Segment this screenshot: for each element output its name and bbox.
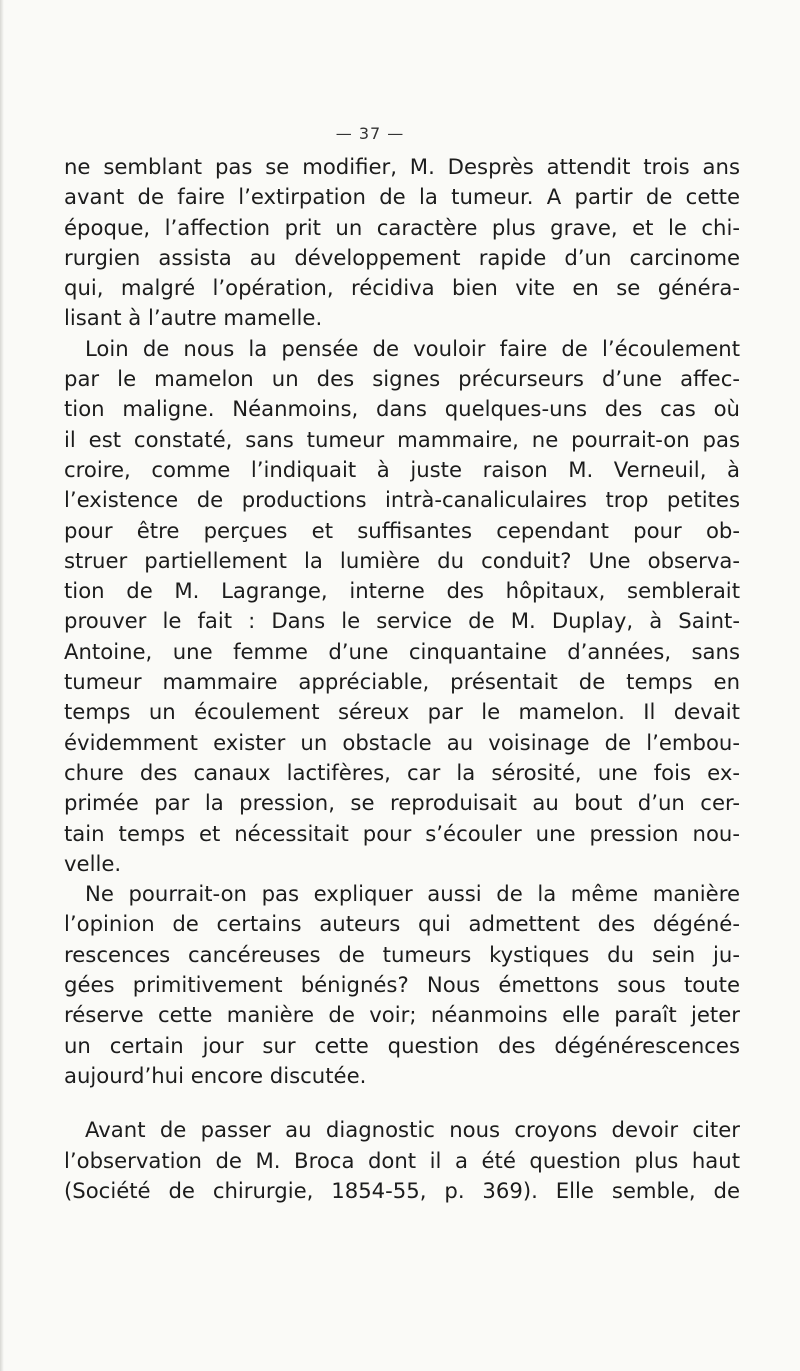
text-line: aujourd’hui encore discutée. <box>64 1062 367 1088</box>
text-line: prouver le fait : Dans le service de M. Duplay, à Saint- <box>64 608 740 634</box>
text-line: époque, l’affection prit un caractère plus grave, et le chi- <box>64 214 740 240</box>
text-line: Ne pourrait-on pas expliquer aussi de la même manière <box>85 881 740 907</box>
text-line: tain temps et nécessitait pour s’écouler une pression nou- <box>64 820 740 846</box>
text-line: primée par la pression, se reproduisait au bout d’un cer- <box>64 790 740 816</box>
paragraph <box>64 334 740 879</box>
paragraph <box>64 152 740 334</box>
text-line: struer partiellement la lumière du conduit? Une observa- <box>64 547 740 573</box>
paragraph-gap <box>64 1091 740 1115</box>
page-number: — 37 — <box>335 124 405 143</box>
text-line: tion maligne. Néanmoins, dans quelques-uns des cas où <box>64 396 740 422</box>
text-line: qui, malgré l’opération, récidiva bien vite en se généra- <box>64 275 740 301</box>
text-line: pour être perçues et suffisantes cependant pour ob- <box>64 517 740 543</box>
text-line: l’opinion de certains auteurs qui admettent des dégéné- <box>64 911 740 937</box>
text-line: l’observation de M. Broca dont il a été question plus haut <box>64 1147 740 1173</box>
text-line: rurgien assista au développement rapide d’un carcinome <box>64 244 740 270</box>
text-line: rescences cancéreuses de tumeurs kystiques du sein ju- <box>64 941 740 967</box>
text-line: évidemment exister un obstacle au voisinage de l’embou- <box>64 729 740 755</box>
body-text <box>64 152 740 1206</box>
text-line: un certain jour sur cette question des dégénérescences <box>64 1032 740 1058</box>
text-line: l’existence de productions intrà-canaliculaires trop petites <box>64 487 740 513</box>
text-line: ne semblant pas se modifier, M. Desprès attendit trois ans <box>64 154 740 179</box>
text-line: temps un écoulement séreux par le mamelon. Il devait <box>64 699 740 725</box>
text-line: gées primitivement bénignés? Nous émettons sous toute <box>64 972 740 998</box>
text-line: tumeur mammaire appréciable, présentait de temps en <box>64 669 740 695</box>
paragraph <box>64 879 740 1091</box>
text-line: Antoine, une femme d’une cinquantaine d’années, sans <box>64 638 740 664</box>
text-line: croire, comme l’indiquait à juste raison M. Verneuil, à <box>64 456 740 482</box>
text-line: réserve cette manière de voir; néanmoins elle paraît jeter <box>64 1002 740 1028</box>
text-line: par le mamelon un des signes précurseurs d’une affec- <box>64 366 740 392</box>
text-line: il est constaté, sans tumeur mammaire, ne pourrait-on pas <box>64 426 740 452</box>
text-line: avant de faire l’extirpation de la tumeur. A partir de cette <box>64 184 740 210</box>
paragraph <box>64 1115 740 1206</box>
page-edge <box>0 0 4 1371</box>
text-line: Loin de nous la pensée de vouloir faire de l’écoulement <box>85 335 740 361</box>
text-line: velle. <box>64 850 122 876</box>
text-line: Avant de passer au diagnostic nous croyons devoir citer <box>85 1117 740 1143</box>
text-line: chure des canaux lactifères, car la sérosité, une fois ex- <box>64 759 740 785</box>
text-line: (Société de chirurgie, 1854-55, p. 369). Elle semble, de <box>64 1177 740 1203</box>
text-line: lisant à l’autre mamelle. <box>64 305 323 331</box>
text-line: tion de M. Lagrange, interne des hôpitaux, semblerait <box>64 578 740 604</box>
